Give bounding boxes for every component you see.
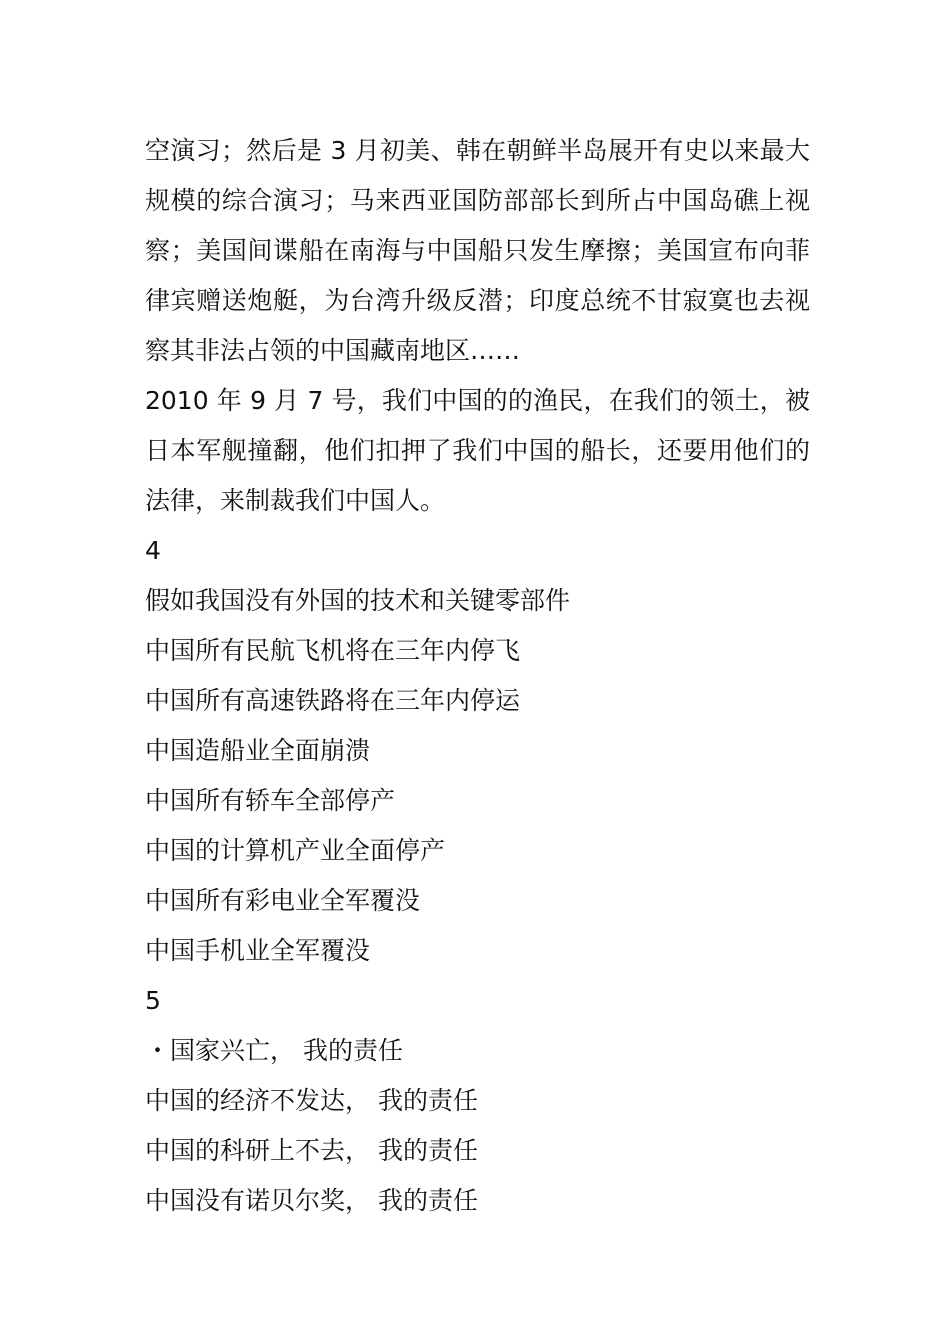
section-4-line: 中国所有轿车全部停产: [145, 786, 396, 815]
section-4-number: 4: [145, 536, 161, 565]
section-4-line: 中国所有彩电业全军覆没: [145, 886, 421, 915]
section-5-number: 5: [145, 986, 161, 1015]
section-4-line: 中国造船业全面崩溃: [145, 736, 371, 765]
section-5-line: ・国家兴亡， 我的责任: [145, 1036, 403, 1065]
paragraph-military-exercises: 空演习；然后是 3 月初美、韩在朝鲜半岛展开有史以来最大规模的综合演习；马来西亚国防部部长到所占中国岛礁上视察；美国间谍船在南海与中国船只发生摩擦；美国宣布向菲律宾赠送炮艇，为台湾升级反潜；印度总统不甘寂寞也去视察其非法占领的中国藏南地区……: [145, 136, 810, 365]
section-4-line: 中国的计算机产业全面停产: [145, 836, 446, 865]
section-5-line: 中国的科研上不去， 我的责任: [145, 1136, 478, 1165]
section-4-line: 中国所有高速铁路将在三年内停运: [145, 686, 521, 715]
section-4-line: 中国手机业全军覆没: [145, 936, 371, 965]
section-4-line: 中国所有民航飞机将在三年内停飞: [145, 636, 521, 665]
document-body: [145, 126, 810, 1226]
section-5-line: 中国的经济不发达， 我的责任: [145, 1086, 478, 1115]
section-5-line: 中国没有诺贝尔奖， 我的责任: [145, 1186, 478, 1215]
paragraph-fishing-boat-incident: 2010 年 9 月 7 号，我们中国的的渔民，在我们的领土，被日本军舰撞翻，他们扣押了我们中国的船长，还要用他们的法律，来制裁我们中国人。: [145, 386, 810, 515]
section-4-line: 假如我国没有外国的技术和关键零部件: [145, 586, 571, 615]
